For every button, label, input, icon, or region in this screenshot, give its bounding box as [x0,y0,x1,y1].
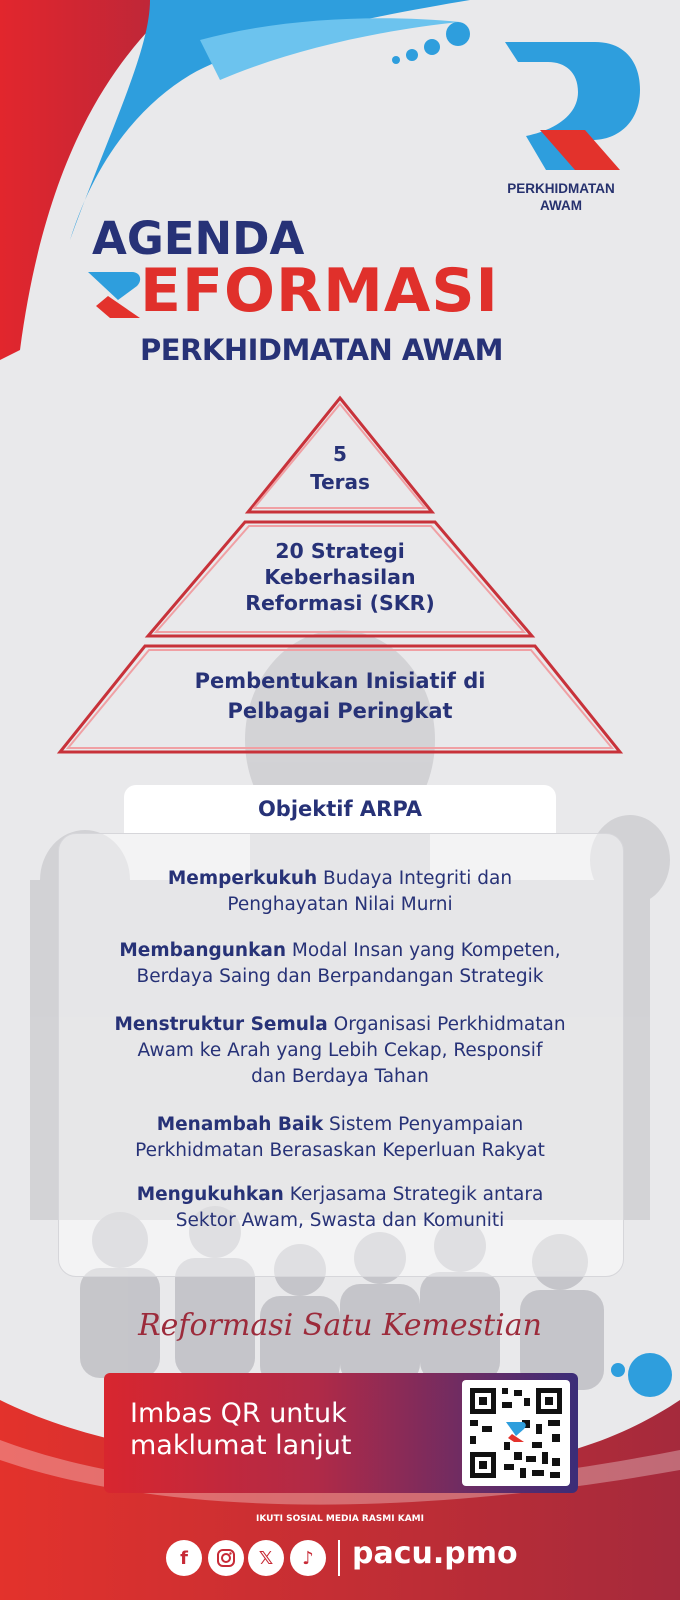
pyramid-middle-label [190,538,490,616]
logo-caption [488,180,634,214]
pyramid-middle-line2: Keberhasilan [264,565,416,589]
objective-text: Kerjasama Strategik antara [283,1184,544,1205]
objective-keyword: Memperkukuh [167,868,318,889]
instagram-icon[interactable] [208,1540,244,1576]
reformasi-r-logo-icon [88,272,140,318]
pyramid-bottom-label [120,666,560,726]
social-caption: IKUTI SOSIAL MEDIA RASMI KAMI [256,1514,424,1524]
pyramid-bottom-line2: Pelbagai Peringkat [227,699,453,723]
objective-keyword: Membangunkan [119,940,287,961]
title-perkhidmatan-awam: PERKHIDMATAN AWAM [140,333,504,367]
title-agenda: AGENDA [92,212,305,265]
objective-keyword: Menambah Baik [156,1114,324,1135]
objective-item [60,1182,620,1234]
logo-caption-line2: AWAM [540,198,582,213]
title-reformasi: EFORMASI [140,256,499,326]
social-handle[interactable]: pacu.pmo [352,1536,518,1571]
objective-text: Sistem Penyampaian [323,1114,524,1135]
facebook-icon[interactable]: f [166,1540,202,1576]
x-icon[interactable]: 𝕏 [248,1540,284,1576]
objective-text: Sektor Awam, Swasta dan Komuniti [175,1210,505,1231]
objective-text: Perkhidmatan Berasaskan Keperluan Rakyat [135,1140,545,1161]
objective-item [60,1112,620,1164]
qr-instruction-line2: maklumat lanjut [130,1430,352,1461]
tiktok-icon[interactable]: ♪ [290,1540,326,1576]
qr-instruction-line1: Imbas QR untuk [130,1398,347,1429]
objective-keyword: Menstruktur Semula [114,1014,328,1035]
pyramid-middle-line3: Reformasi (SKR) [245,591,435,615]
objectives-header: Objektif ARPA [124,785,556,833]
qr-instruction [130,1398,351,1462]
pyramid-top-number: 5 [333,442,347,466]
logo-caption-line1: PERKHIDMATAN [507,181,615,196]
objective-item [60,938,620,990]
pyramid-top-label [250,440,430,496]
objective-text: Penghayatan Nilai Murni [227,894,453,915]
qr-code-icon[interactable] [462,1380,570,1486]
tagline: Reformasi Satu Kemestian [138,1308,542,1343]
objective-item [60,866,620,918]
pyramid-bottom-line1: Pembentukan Inisiatif di [194,669,486,693]
objective-keyword: Mengukuhkan [136,1184,284,1205]
pyramid-middle-line1: 20 Strategi [275,539,405,563]
divider [338,1540,340,1576]
ministry-logo-icon [505,42,640,170]
objective-text: Organisasi Perkhidmatan [327,1014,566,1035]
objective-text: dan Berdaya Tahan [251,1066,429,1087]
pyramid-top-text: Teras [310,470,370,494]
objective-text: Budaya Integriti dan [317,868,513,889]
objective-text: Modal Insan yang Kompeten, [286,940,561,961]
objective-text: Berdaya Saing dan Berpandangan Strategik [136,966,544,987]
objective-text: Awam ke Arah yang Lebih Cekap, Responsif [137,1040,543,1061]
objective-item [60,1012,620,1090]
